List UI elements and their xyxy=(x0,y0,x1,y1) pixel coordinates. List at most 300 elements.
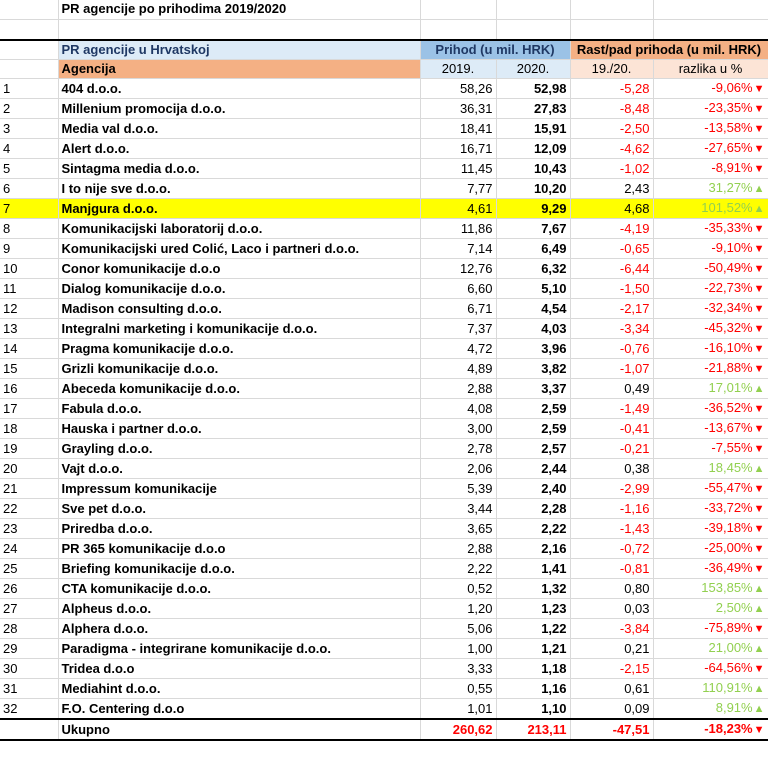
rank-cell[interactable]: 32 xyxy=(0,699,58,720)
income-2020-cell[interactable]: 1,18 xyxy=(496,659,570,679)
header-agency[interactable]: Agencija xyxy=(58,60,420,79)
income-2020-cell[interactable]: 1,23 xyxy=(496,599,570,619)
income-2019-cell[interactable]: 58,26 xyxy=(420,79,496,99)
income-2020-cell[interactable]: 4,03 xyxy=(496,319,570,339)
rank-cell[interactable]: 4 xyxy=(0,139,58,159)
change-cell[interactable]: 0,49 xyxy=(570,379,653,399)
up-triangle-icon: ▲ xyxy=(753,463,765,475)
rank-cell[interactable]: 22 xyxy=(0,499,58,519)
table-row xyxy=(0,679,768,699)
income-2020-cell[interactable]: 52,98 xyxy=(496,79,570,99)
pct-value: -35,33% xyxy=(704,220,753,235)
income-2020-cell[interactable]: 2,16 xyxy=(496,539,570,559)
pct-cell[interactable] xyxy=(653,359,768,379)
income-2020-cell[interactable]: 2,59 xyxy=(496,419,570,439)
pct-cell[interactable] xyxy=(653,639,768,659)
table-row xyxy=(0,599,768,619)
change-cell[interactable]: -0,72 xyxy=(570,539,653,559)
table-row xyxy=(0,639,768,659)
income-2019-cell[interactable]: 12,76 xyxy=(420,259,496,279)
down-triangle-icon: ▼ xyxy=(753,724,765,736)
income-2020-cell[interactable]: 12,09 xyxy=(496,139,570,159)
pct-value: -32,34% xyxy=(704,300,753,315)
rank-cell[interactable]: 21 xyxy=(0,479,58,499)
pct-value: 31,27% xyxy=(708,180,753,195)
agency-cell[interactable]: PR 365 komunikacije d.o.o xyxy=(58,539,420,559)
change-cell[interactable]: -5,28 xyxy=(570,79,653,99)
agency-cell[interactable]: Sve pet d.o.o. xyxy=(58,499,420,519)
income-2019-cell[interactable]: 3,44 xyxy=(420,499,496,519)
pct-value: 17,01% xyxy=(708,380,753,395)
table-row xyxy=(0,279,768,299)
agency-cell[interactable]: Media val d.o.o. xyxy=(58,119,420,139)
change-cell[interactable]: 0,80 xyxy=(570,579,653,599)
change-cell[interactable]: -3,34 xyxy=(570,319,653,339)
income-2020-cell[interactable]: 1,41 xyxy=(496,559,570,579)
rank-cell[interactable]: 27 xyxy=(0,599,58,619)
change-cell[interactable]: -0,65 xyxy=(570,239,653,259)
change-cell[interactable]: -1,50 xyxy=(570,279,653,299)
down-triangle-icon: ▼ xyxy=(753,523,765,535)
down-triangle-icon: ▼ xyxy=(753,403,765,415)
rank-cell[interactable]: 29 xyxy=(0,639,58,659)
pct-cell[interactable] xyxy=(653,339,768,359)
income-2020-cell[interactable]: 1,21 xyxy=(496,639,570,659)
header-row-1 xyxy=(0,40,768,60)
pct-value: -36,52% xyxy=(704,400,753,415)
income-2019-cell[interactable]: 3,33 xyxy=(420,659,496,679)
change-cell[interactable]: -2,15 xyxy=(570,659,653,679)
income-2020-cell[interactable]: 3,96 xyxy=(496,339,570,359)
down-triangle-icon: ▼ xyxy=(753,123,765,135)
income-2019-cell[interactable]: 4,72 xyxy=(420,339,496,359)
rank-cell[interactable]: 3 xyxy=(0,119,58,139)
agency-cell[interactable]: Pragma komunikacije d.o.o. xyxy=(58,339,420,359)
pct-cell[interactable] xyxy=(653,519,768,539)
pct-value: -75,89% xyxy=(704,620,753,635)
rank-cell[interactable]: 13 xyxy=(0,319,58,339)
table-row xyxy=(0,339,768,359)
down-triangle-icon: ▼ xyxy=(753,503,765,515)
change-cell[interactable]: -2,50 xyxy=(570,119,653,139)
income-2019-cell[interactable]: 18,41 xyxy=(420,119,496,139)
pct-cell[interactable] xyxy=(653,199,768,219)
income-2019-cell[interactable]: 6,71 xyxy=(420,299,496,319)
agency-cell[interactable]: Sintagma media d.o.o. xyxy=(58,159,420,179)
down-triangle-icon: ▼ xyxy=(753,83,765,95)
pct-cell[interactable] xyxy=(653,399,768,419)
pct-value: -22,73% xyxy=(704,280,753,295)
table-row xyxy=(0,99,768,119)
income-2019-cell[interactable]: 7,37 xyxy=(420,319,496,339)
income-2019-cell[interactable]: 4,89 xyxy=(420,359,496,379)
change-cell[interactable]: 0,38 xyxy=(570,459,653,479)
pct-value: -9,10% xyxy=(711,240,753,255)
income-2019-cell[interactable]: 7,14 xyxy=(420,239,496,259)
rank-cell[interactable]: 23 xyxy=(0,519,58,539)
change-cell[interactable]: -1,07 xyxy=(570,359,653,379)
rank-cell[interactable]: 15 xyxy=(0,359,58,379)
total-blank-cell[interactable] xyxy=(0,719,58,740)
income-2019-cell[interactable]: 0,55 xyxy=(420,679,496,699)
pct-cell[interactable] xyxy=(653,579,768,599)
agency-cell[interactable]: Manjgura d.o.o. xyxy=(58,199,420,219)
income-2019-cell[interactable]: 5,06 xyxy=(420,619,496,639)
rank-cell[interactable]: 10 xyxy=(0,259,58,279)
income-2019-cell[interactable]: 4,61 xyxy=(420,199,496,219)
table-row xyxy=(0,199,768,219)
change-cell[interactable]: -2,17 xyxy=(570,299,653,319)
income-2020-cell[interactable]: 1,10 xyxy=(496,699,570,720)
header-subtitle[interactable]: PR agencije u Hrvatskoj xyxy=(58,40,420,60)
rank-cell[interactable]: 30 xyxy=(0,659,58,679)
agency-cell[interactable]: Hauska i partner d.o.o. xyxy=(58,419,420,439)
table-row xyxy=(0,619,768,639)
income-2020-cell[interactable]: 2,44 xyxy=(496,459,570,479)
table-row xyxy=(0,179,768,199)
income-2019-cell[interactable]: 1,00 xyxy=(420,639,496,659)
income-2019-cell[interactable]: 2,22 xyxy=(420,559,496,579)
pct-cell[interactable] xyxy=(653,239,768,259)
rank-cell[interactable]: 7 xyxy=(0,199,58,219)
table-row xyxy=(0,259,768,279)
pct-cell[interactable] xyxy=(653,379,768,399)
pct-value: -27,65% xyxy=(704,140,753,155)
pct-cell[interactable] xyxy=(653,699,768,720)
table-row xyxy=(0,319,768,339)
rank-cell[interactable]: 16 xyxy=(0,379,58,399)
pct-value: -13,67% xyxy=(704,420,753,435)
change-cell[interactable]: -4,19 xyxy=(570,219,653,239)
income-2020-cell[interactable]: 2,57 xyxy=(496,439,570,459)
income-2019-cell[interactable]: 11,86 xyxy=(420,219,496,239)
change-cell[interactable]: -1,16 xyxy=(570,499,653,519)
change-cell[interactable]: -1,43 xyxy=(570,519,653,539)
income-2019-cell[interactable]: 2,88 xyxy=(420,379,496,399)
up-triangle-icon: ▲ xyxy=(753,383,765,395)
agency-cell[interactable]: Tridea d.o.o xyxy=(58,659,420,679)
pct-cell[interactable] xyxy=(653,219,768,239)
header-change-group[interactable]: Rast/pad prihoda (u mil. HRK) xyxy=(570,40,768,60)
pct-cell[interactable] xyxy=(653,439,768,459)
table-row xyxy=(0,219,768,239)
pct-cell[interactable] xyxy=(653,479,768,499)
total-pct-value: -18,23% xyxy=(704,721,753,736)
rank-cell[interactable]: 18 xyxy=(0,419,58,439)
sheet-title[interactable]: PR agencije po prihodima 2019/2020 xyxy=(58,0,420,19)
table-row xyxy=(0,539,768,559)
change-cell[interactable]: -0,76 xyxy=(570,339,653,359)
pct-value: 18,45% xyxy=(708,460,753,475)
income-2020-cell[interactable]: 1,22 xyxy=(496,619,570,639)
income-2020-cell[interactable]: 1,32 xyxy=(496,579,570,599)
income-2019-cell[interactable]: 5,39 xyxy=(420,479,496,499)
up-triangle-icon: ▲ xyxy=(753,183,765,195)
down-triangle-icon: ▼ xyxy=(753,243,765,255)
agency-cell[interactable]: Impressum komunikacije xyxy=(58,479,420,499)
income-2020-cell[interactable]: 1,16 xyxy=(496,679,570,699)
income-2019-cell[interactable]: 7,77 xyxy=(420,179,496,199)
agency-cell[interactable]: I to nije sve d.o.o. xyxy=(58,179,420,199)
rank-cell[interactable]: 6 xyxy=(0,179,58,199)
table-row xyxy=(0,359,768,379)
income-2020-cell[interactable]: 10,43 xyxy=(496,159,570,179)
income-2020-cell[interactable]: 3,82 xyxy=(496,359,570,379)
total-label[interactable]: Ukupno xyxy=(58,719,420,740)
income-2020-cell[interactable]: 5,10 xyxy=(496,279,570,299)
rank-cell[interactable]: 12 xyxy=(0,299,58,319)
rank-cell[interactable]: 26 xyxy=(0,579,58,599)
change-cell[interactable]: 0,09 xyxy=(570,699,653,720)
income-2019-cell[interactable]: 0,52 xyxy=(420,579,496,599)
income-2020-cell[interactable]: 6,49 xyxy=(496,239,570,259)
pct-cell[interactable] xyxy=(653,679,768,699)
income-2019-cell[interactable]: 3,00 xyxy=(420,419,496,439)
rank-cell[interactable]: 11 xyxy=(0,279,58,299)
agency-cell[interactable]: F.O. Centering d.o.o xyxy=(58,699,420,720)
change-cell[interactable]: -1,02 xyxy=(570,159,653,179)
income-2020-cell[interactable]: 2,28 xyxy=(496,499,570,519)
pct-value: 2,50% xyxy=(715,600,753,615)
income-2019-cell[interactable]: 4,08 xyxy=(420,399,496,419)
agency-cell[interactable]: Alphera d.o.o. xyxy=(58,619,420,639)
pct-cell[interactable] xyxy=(653,419,768,439)
header-year-2019[interactable]: 2019. xyxy=(420,60,496,79)
income-2019-cell[interactable]: 16,71 xyxy=(420,139,496,159)
down-triangle-icon: ▼ xyxy=(753,363,765,375)
table-row xyxy=(0,79,768,99)
pct-value: -21,88% xyxy=(704,360,753,375)
pct-cell[interactable] xyxy=(653,659,768,679)
income-2019-cell[interactable]: 1,01 xyxy=(420,699,496,720)
income-2020-cell[interactable]: 10,20 xyxy=(496,179,570,199)
pct-cell[interactable] xyxy=(653,179,768,199)
income-2020-cell[interactable]: 2,22 xyxy=(496,519,570,539)
pct-value: -64,56% xyxy=(704,660,753,675)
pct-value: -45,32% xyxy=(704,320,753,335)
agency-cell[interactable]: Millenium promocija d.o.o. xyxy=(58,99,420,119)
pct-cell[interactable] xyxy=(653,619,768,639)
change-cell[interactable]: -1,49 xyxy=(570,399,653,419)
change-cell[interactable]: -2,99 xyxy=(570,479,653,499)
rank-cell[interactable]: 5 xyxy=(0,159,58,179)
up-triangle-icon: ▲ xyxy=(753,643,765,655)
pct-cell[interactable] xyxy=(653,99,768,119)
income-2019-cell[interactable]: 2,88 xyxy=(420,539,496,559)
agency-cell[interactable]: CTA komunikacije d.o.o. xyxy=(58,579,420,599)
title-row xyxy=(0,0,768,19)
agency-cell[interactable]: Conor komunikacije d.o.o xyxy=(58,259,420,279)
pct-value: -55,47% xyxy=(704,480,753,495)
total-pct[interactable] xyxy=(653,719,768,740)
agency-cell[interactable]: Briefing komunikacije d.o.o. xyxy=(58,559,420,579)
income-2020-cell[interactable]: 15,91 xyxy=(496,119,570,139)
table-row xyxy=(0,499,768,519)
rank-cell[interactable]: 2 xyxy=(0,99,58,119)
agency-cell[interactable]: Integralni marketing i komunikacije d.o.o. xyxy=(58,319,420,339)
down-triangle-icon: ▼ xyxy=(753,263,765,275)
income-2020-cell[interactable]: 27,83 xyxy=(496,99,570,119)
income-2020-cell[interactable]: 2,40 xyxy=(496,479,570,499)
down-triangle-icon: ▼ xyxy=(753,423,765,435)
down-triangle-icon: ▼ xyxy=(753,663,765,675)
change-cell[interactable]: -0,21 xyxy=(570,439,653,459)
table-row xyxy=(0,479,768,499)
down-triangle-icon: ▼ xyxy=(753,623,765,635)
pct-value: -39,18% xyxy=(704,520,753,535)
change-cell[interactable]: -8,48 xyxy=(570,99,653,119)
table-row xyxy=(0,579,768,599)
table-row xyxy=(0,239,768,259)
change-cell[interactable]: -4,62 xyxy=(570,139,653,159)
pct-cell[interactable] xyxy=(653,79,768,99)
agency-cell[interactable]: Komunikacijski ured Colić, Laco i partneri d.o.o. xyxy=(58,239,420,259)
pct-value: 21,00% xyxy=(708,640,753,655)
income-2019-cell[interactable]: 36,31 xyxy=(420,99,496,119)
pct-value: -25,00% xyxy=(704,540,753,555)
table-row xyxy=(0,139,768,159)
agency-cell[interactable]: Madison consulting d.o.o. xyxy=(58,299,420,319)
income-2019-cell[interactable]: 6,60 xyxy=(420,279,496,299)
income-2019-cell[interactable]: 2,78 xyxy=(420,439,496,459)
agency-cell[interactable]: Paradigma - integrirane komunikacije d.o.o. xyxy=(58,639,420,659)
up-triangle-icon: ▲ xyxy=(753,203,765,215)
pct-value: -33,72% xyxy=(704,500,753,515)
agency-cell[interactable]: Abeceda komunikacije d.o.o. xyxy=(58,379,420,399)
pct-value: -7,55% xyxy=(711,440,753,455)
agency-cell[interactable]: Fabula d.o.o. xyxy=(58,399,420,419)
rank-cell[interactable]: 17 xyxy=(0,399,58,419)
pct-value: -23,35% xyxy=(704,100,753,115)
pct-value: -16,10% xyxy=(704,340,753,355)
agency-cell[interactable]: Alert d.o.o. xyxy=(58,139,420,159)
change-cell[interactable]: 2,43 xyxy=(570,179,653,199)
pct-cell[interactable] xyxy=(653,319,768,339)
income-2019-cell[interactable]: 2,06 xyxy=(420,459,496,479)
income-2020-cell[interactable]: 4,54 xyxy=(496,299,570,319)
rank-cell[interactable]: 14 xyxy=(0,339,58,359)
agency-cell[interactable]: 404 d.o.o. xyxy=(58,79,420,99)
down-triangle-icon: ▼ xyxy=(753,443,765,455)
pct-cell[interactable] xyxy=(653,299,768,319)
up-triangle-icon: ▲ xyxy=(753,683,765,695)
rank-cell[interactable]: 25 xyxy=(0,559,58,579)
rank-cell[interactable]: 8 xyxy=(0,219,58,239)
income-2020-cell[interactable]: 2,59 xyxy=(496,399,570,419)
header-year-2020[interactable]: 2020. xyxy=(496,60,570,79)
down-triangle-icon: ▼ xyxy=(753,343,765,355)
income-2019-cell[interactable]: 1,20 xyxy=(420,599,496,619)
table-row xyxy=(0,519,768,539)
total-row xyxy=(0,719,768,740)
pct-value: 110,91% xyxy=(702,680,753,695)
header-change[interactable]: 19./20. xyxy=(570,60,653,79)
change-cell[interactable]: -0,41 xyxy=(570,419,653,439)
change-cell[interactable]: -3,84 xyxy=(570,619,653,639)
rank-cell[interactable]: 19 xyxy=(0,439,58,459)
total-2020[interactable]: 213,11 xyxy=(496,719,570,740)
pct-cell[interactable] xyxy=(653,559,768,579)
pct-value: 8,91% xyxy=(715,700,753,715)
table-row xyxy=(0,699,768,720)
agency-cell[interactable]: Alpheus d.o.o. xyxy=(58,599,420,619)
income-2020-cell[interactable]: 9,29 xyxy=(496,199,570,219)
agency-cell[interactable]: Dialog komunikacije d.o.o. xyxy=(58,279,420,299)
pct-cell[interactable] xyxy=(653,119,768,139)
header-pct[interactable]: razlika u % xyxy=(653,60,768,79)
down-triangle-icon: ▼ xyxy=(753,483,765,495)
income-2020-cell[interactable]: 7,67 xyxy=(496,219,570,239)
header-income-group[interactable]: Prihod (u mil. HRK) xyxy=(420,40,570,60)
income-2020-cell[interactable]: 6,32 xyxy=(496,259,570,279)
down-triangle-icon: ▼ xyxy=(753,143,765,155)
rank-cell[interactable]: 1 xyxy=(0,79,58,99)
pct-value: -8,91% xyxy=(711,160,753,175)
table-row xyxy=(0,419,768,439)
down-triangle-icon: ▼ xyxy=(753,563,765,575)
rank-cell[interactable]: 9 xyxy=(0,239,58,259)
up-triangle-icon: ▲ xyxy=(753,583,765,595)
agency-cell[interactable]: Vajt d.o.o. xyxy=(58,459,420,479)
table-row xyxy=(0,299,768,319)
income-2019-cell[interactable]: 11,45 xyxy=(420,159,496,179)
change-cell[interactable]: 0,61 xyxy=(570,679,653,699)
agency-cell[interactable]: Grizli komunikacije d.o.o. xyxy=(58,359,420,379)
change-cell[interactable]: 0,03 xyxy=(570,599,653,619)
pct-value: -9,06% xyxy=(711,80,753,95)
down-triangle-icon: ▼ xyxy=(753,543,765,555)
pct-cell[interactable] xyxy=(653,599,768,619)
change-cell[interactable]: 4,68 xyxy=(570,199,653,219)
total-change[interactable]: -47,51 xyxy=(570,719,653,740)
income-2019-cell[interactable]: 3,65 xyxy=(420,519,496,539)
pct-cell[interactable] xyxy=(653,499,768,519)
rank-cell[interactable]: 28 xyxy=(0,619,58,639)
pct-cell[interactable] xyxy=(653,539,768,559)
pct-cell[interactable] xyxy=(653,259,768,279)
table-row xyxy=(0,159,768,179)
rank-cell[interactable]: 24 xyxy=(0,539,58,559)
pct-cell[interactable] xyxy=(653,459,768,479)
pct-value: -13,58% xyxy=(704,120,753,135)
down-triangle-icon: ▼ xyxy=(753,103,765,115)
pct-value: 101,52% xyxy=(701,200,753,215)
pct-cell[interactable] xyxy=(653,159,768,179)
pct-cell[interactable] xyxy=(653,279,768,299)
down-triangle-icon: ▼ xyxy=(753,283,765,295)
empty-row xyxy=(0,19,768,40)
income-2020-cell[interactable]: 3,37 xyxy=(496,379,570,399)
total-2019[interactable]: 260,62 xyxy=(420,719,496,740)
table-row xyxy=(0,399,768,419)
rank-cell[interactable]: 20 xyxy=(0,459,58,479)
pct-cell[interactable] xyxy=(653,139,768,159)
change-cell[interactable]: -0,81 xyxy=(570,559,653,579)
table-row xyxy=(0,559,768,579)
agency-cell[interactable]: Mediahint d.o.o. xyxy=(58,679,420,699)
table-row xyxy=(0,119,768,139)
agency-cell[interactable]: Komunikacijski laboratorij d.o.o. xyxy=(58,219,420,239)
change-cell[interactable]: -6,44 xyxy=(570,259,653,279)
rank-cell[interactable]: 31 xyxy=(0,679,58,699)
agency-cell[interactable]: Grayling d.o.o. xyxy=(58,439,420,459)
table-row xyxy=(0,439,768,459)
pct-value: 153,85% xyxy=(701,580,753,595)
change-cell[interactable]: 0,21 xyxy=(570,639,653,659)
table-row xyxy=(0,379,768,399)
agency-cell[interactable]: Priredba d.o.o. xyxy=(58,519,420,539)
header-row-2 xyxy=(0,60,768,79)
